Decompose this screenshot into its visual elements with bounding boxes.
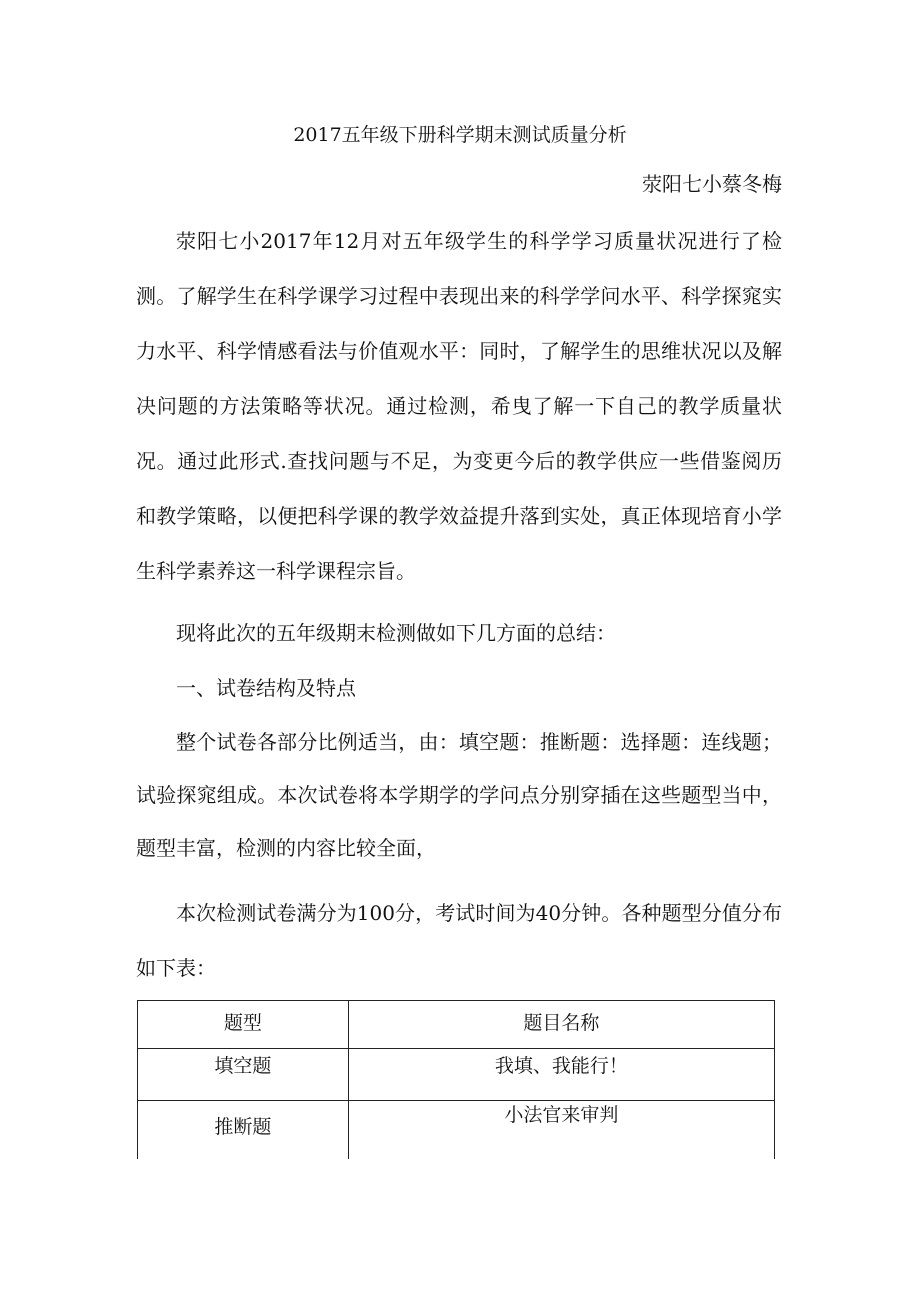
table-cell: 我填、我能行！: [348, 1049, 774, 1101]
table-header-cell: 题目名称: [348, 1001, 774, 1049]
paragraph-text: 荥阳七小2017年12月对五年级学生的科学学习质量状况进行了检测。了解学生在科学课学习过程中表现出来的科学学问水平、科学探窕实力水平、科学情感看法与价值观水平：同时，了解学生的思维状况以及解决问题的方法策略等状况。通过检测，希曳了解一下自己的教学质量状况。通过此形式.查找问题与不足，为变更今后的教学供应一些借鉴阅历和教学策略，以便把科学课的教学效益提升落到实处，真正体现培育小学生科学素养这一科学课程宗旨。: [136, 229, 782, 583]
paragraph-text: 本次检测试卷满分为100分，考试时间为40分钟。各种题型分值分布如下表：: [136, 901, 782, 980]
table-row: [138, 1049, 775, 1101]
paragraph-text: 整个试卷各部分比例适当，由：填空题：推断题：选择题：连线题；试验探窕组成。本次试卷将本学期学的学问点分别穿插在这些题型当中，题型丰富，检测的内容比较全面，: [136, 730, 782, 860]
paragraph-text: 现将此次的五年级期末检测做如下几方面的总结：: [176, 621, 616, 645]
table-header-cell: 题型: [138, 1001, 349, 1049]
intro-paragraph: [136, 214, 782, 599]
table-cell: 填空题: [138, 1049, 349, 1101]
table-cell: 推断题: [138, 1101, 349, 1160]
table-row: [138, 1101, 775, 1160]
author-line: 荥阳七小蔡冬梅: [642, 172, 782, 196]
structure-paragraph: [136, 716, 782, 875]
summary-lead-paragraph: [136, 606, 782, 661]
score-intro-paragraph: [136, 886, 782, 996]
section-heading: [136, 661, 782, 716]
document-title: 2017五年级下册科学期末测试质量分析: [293, 124, 627, 146]
question-type-table: [137, 1000, 775, 1159]
table-cell: 小法官来审判: [348, 1101, 774, 1160]
table-header-row: [138, 1001, 775, 1049]
section-heading-text: 一、试卷结构及特点: [176, 676, 356, 700]
